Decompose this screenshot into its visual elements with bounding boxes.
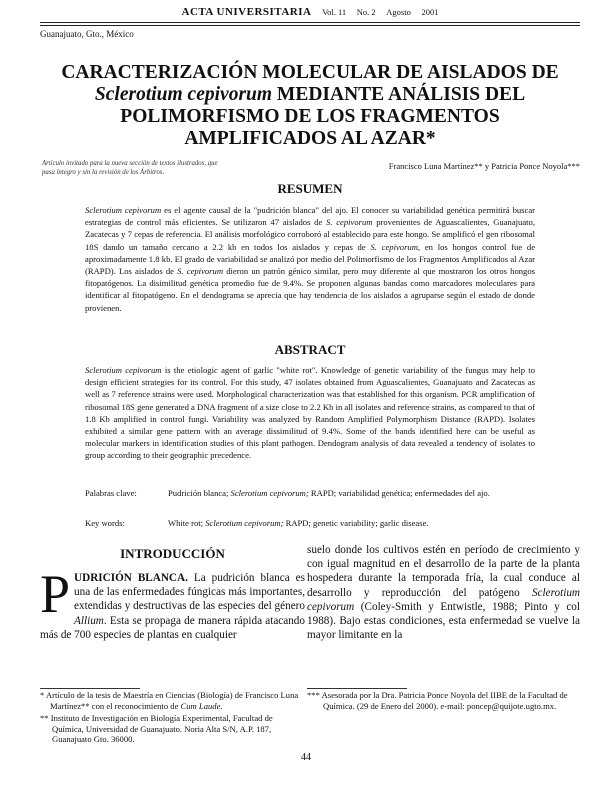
- italic-run: S. cepivorum: [370, 241, 418, 252]
- text-run: . Esta se propaga de manera rápida atacando más de 700 especies de plantas en cualquier: [40, 614, 305, 641]
- title-line-3: POLIMORFISMO DE LOS FRAGMENTOS: [120, 106, 500, 127]
- text-run: is the etiologic agent of garlic "white rot". Knowledge of genetic variability of the fungus may help to design efficient strategies for its control. For this study, 47 isolates obtained from Aguascalientes, Guanajuato and Zacatecas as well as 7 reference strains were used. Morphological characterization was that established for this organism. PCR amplification of ribosomal 18S gene generated a DNA fragment of a size close to 2.2 Kb in all isolates and reference strains, as compared to that of 1.8 Kb amplified in control fungi. Variability was analyzed by Random Amplified Polymorphism Distance (RAPD). Isolates exhibited a similar gene pattern with an average dissimilitud of 9.4%. Some of the bands identified here can be useful as molecular markers in identification studies of this plant pathogen. Dendogram analysis of data revealed a tendency of isolates to group according to their geographic precedence.: [85, 365, 535, 461]
- italic-run: S. cepivorum: [177, 266, 224, 277]
- text-run: dieron un patrón génico similar, pero muy diferente al que mostraron los otros hongos fitopatógenos. La disimilitud genética promedio fue de 9.4%. Se proponen algunas bandas como marcadores moleculares para identificar al fitopatógeno. En el dendograma se aprecia que hay tendencia de los aislados a agruparse según el estado de donde provienen.: [85, 266, 535, 313]
- keywords-en-label: Key words:: [85, 518, 125, 528]
- text-run: (Coley-Smith y Entwistle, 1988; Pinto y col 1988). Bajo estas condiciones, esta enfermedad se vuelve la mayor limitante en la: [307, 600, 580, 642]
- text-run: RAPD; genetic variability; garlic disease.: [283, 518, 429, 528]
- place-line: Guanajuato, Gto., México: [40, 29, 134, 39]
- text-run: RAPD; variabilidad genética; enfermedades del ajo.: [308, 488, 490, 498]
- italic-run: Sclerotium cepivorum: [85, 365, 162, 375]
- text-run: suelo donde los cultivos estén en período de crecimiento y con igual magnitud en el desarrollo de la parte de la planta hospedera durante la temporada fría, la cual conduce al desarrollo y reproducción del patógeno: [307, 544, 580, 599]
- italic-run: Sclerotium cepivorum: [85, 205, 162, 215]
- header-rule: [40, 22, 580, 23]
- intro-right-column: [307, 543, 580, 642]
- text-run: Pudrición blanca;: [168, 488, 231, 498]
- footnotes-left: [40, 690, 305, 745]
- title-line-1: CARACTERIZACIÓN MOLECULAR DE AISLADOS DE: [61, 62, 559, 83]
- title-line-4: AMPLIFICADOS AL AZAR*: [184, 128, 436, 149]
- italic-run: S. cepivorum: [326, 217, 373, 228]
- footnote-rule-left: [40, 688, 140, 689]
- resumen-heading: RESUMEN: [277, 181, 343, 196]
- abstract-text: [85, 364, 535, 462]
- resumen-text: [85, 204, 535, 314]
- text-run: ** Instituto de Investigación en Biología Experimental, Facultad de Química, Universidad de Guanajuato. Noria Alta S/N, A.P. 187, Guanajuato Gto. 36000.: [40, 713, 273, 745]
- article-title: [40, 62, 580, 150]
- journal-volume: Vol. 11: [322, 7, 347, 17]
- italic-run: Sclerotium cepivorum: [307, 586, 580, 613]
- text-run: provenientes de Aguascalientes, Guanajuato, Zacatecas y 7 cepas de referencia. El análisis morfológico corroboró al establecido para este hongo. Se amplificó el gen ribosomal 18S dando un tamaño cercano a 2.2 kb en todos los aislados y cepas de: [85, 217, 535, 252]
- footnote-3: [307, 690, 580, 711]
- title-line-2: [40, 84, 580, 106]
- journal-masthead: [40, 6, 580, 18]
- footnote-rule-right: [307, 688, 407, 689]
- drop-cap: P: [40, 564, 71, 624]
- text-run: .: [220, 700, 223, 711]
- footnote-2: [40, 713, 305, 745]
- italic-run: Sclerotium cepivorum;: [230, 488, 309, 498]
- footnote-1: [40, 690, 305, 711]
- title-species: Sclerotium cepivorum: [94, 84, 273, 105]
- page-number: 44: [301, 752, 311, 763]
- intro-heading: INTRODUCCIÓN: [120, 546, 225, 561]
- authors: Francisco Luna Martínez** y Patricia Ponce Noyola***: [388, 161, 580, 171]
- italic-run: Sclerotium cepivorum;: [205, 518, 284, 528]
- text-run: * Artículo de la tesis de Maestría en Ciencias (Biología) de Francisco Luna Martínez** con el reconocimiento de: [40, 690, 299, 711]
- italic-run: Cum Laude: [180, 700, 221, 711]
- keywords-es: [168, 487, 535, 499]
- title-line-2-rest: MEDIANTE ANÁLISIS DEL: [272, 84, 526, 105]
- journal-name: ACTA UNIVERSITARIA: [181, 6, 312, 18]
- invited-article-note: Artículo invitado para la nueva sección de textos ilustrados, que pasa íntegro y sin la revisión de los Árbitros.: [42, 160, 218, 176]
- text-run: *** Asesorada por la Dra. Patricia Ponce Noyola del IIBE de la Facultad de Química. (29 de Enero del 2000). e-mail: poncep@quijote.ugto.mx.: [307, 690, 568, 711]
- text-run: es el agente causal de la "pudrición blanca" del ajo. El conocer su variabilidad genética permitirá buscar estrategias de control más eficientes. Se utilizaron 47 aislados de: [85, 205, 535, 228]
- abstract-heading: ABSTRACT: [274, 342, 346, 357]
- text-run: White rot;: [168, 518, 206, 528]
- text-run: La pudrición blanca es una de las enfermedades fúngicas más importantes, extendidas y destructivas de las especies del género: [74, 572, 305, 613]
- intro-left-column: [40, 564, 305, 642]
- italic-run: Allium: [74, 614, 104, 627]
- journal-number: No. 2: [356, 7, 376, 17]
- keywords-es-label: Palabras clave:: [85, 488, 137, 498]
- journal-month: Agosto: [386, 7, 411, 17]
- header-rule-thin: [40, 25, 580, 26]
- text-run: , en los hongos control fue de aproximadamente 1.8 kb. El grado de variabilidad se analizó por medio del Polimorfismo de los Fragmentos Amplificados al Azar (RAPD). Los aislados de: [85, 241, 536, 277]
- journal-year: 2001: [421, 7, 439, 17]
- keywords-en: [168, 517, 535, 529]
- footnotes-right: [307, 690, 580, 711]
- intro-lead: UDRICIÓN BLANCA.: [74, 572, 188, 584]
